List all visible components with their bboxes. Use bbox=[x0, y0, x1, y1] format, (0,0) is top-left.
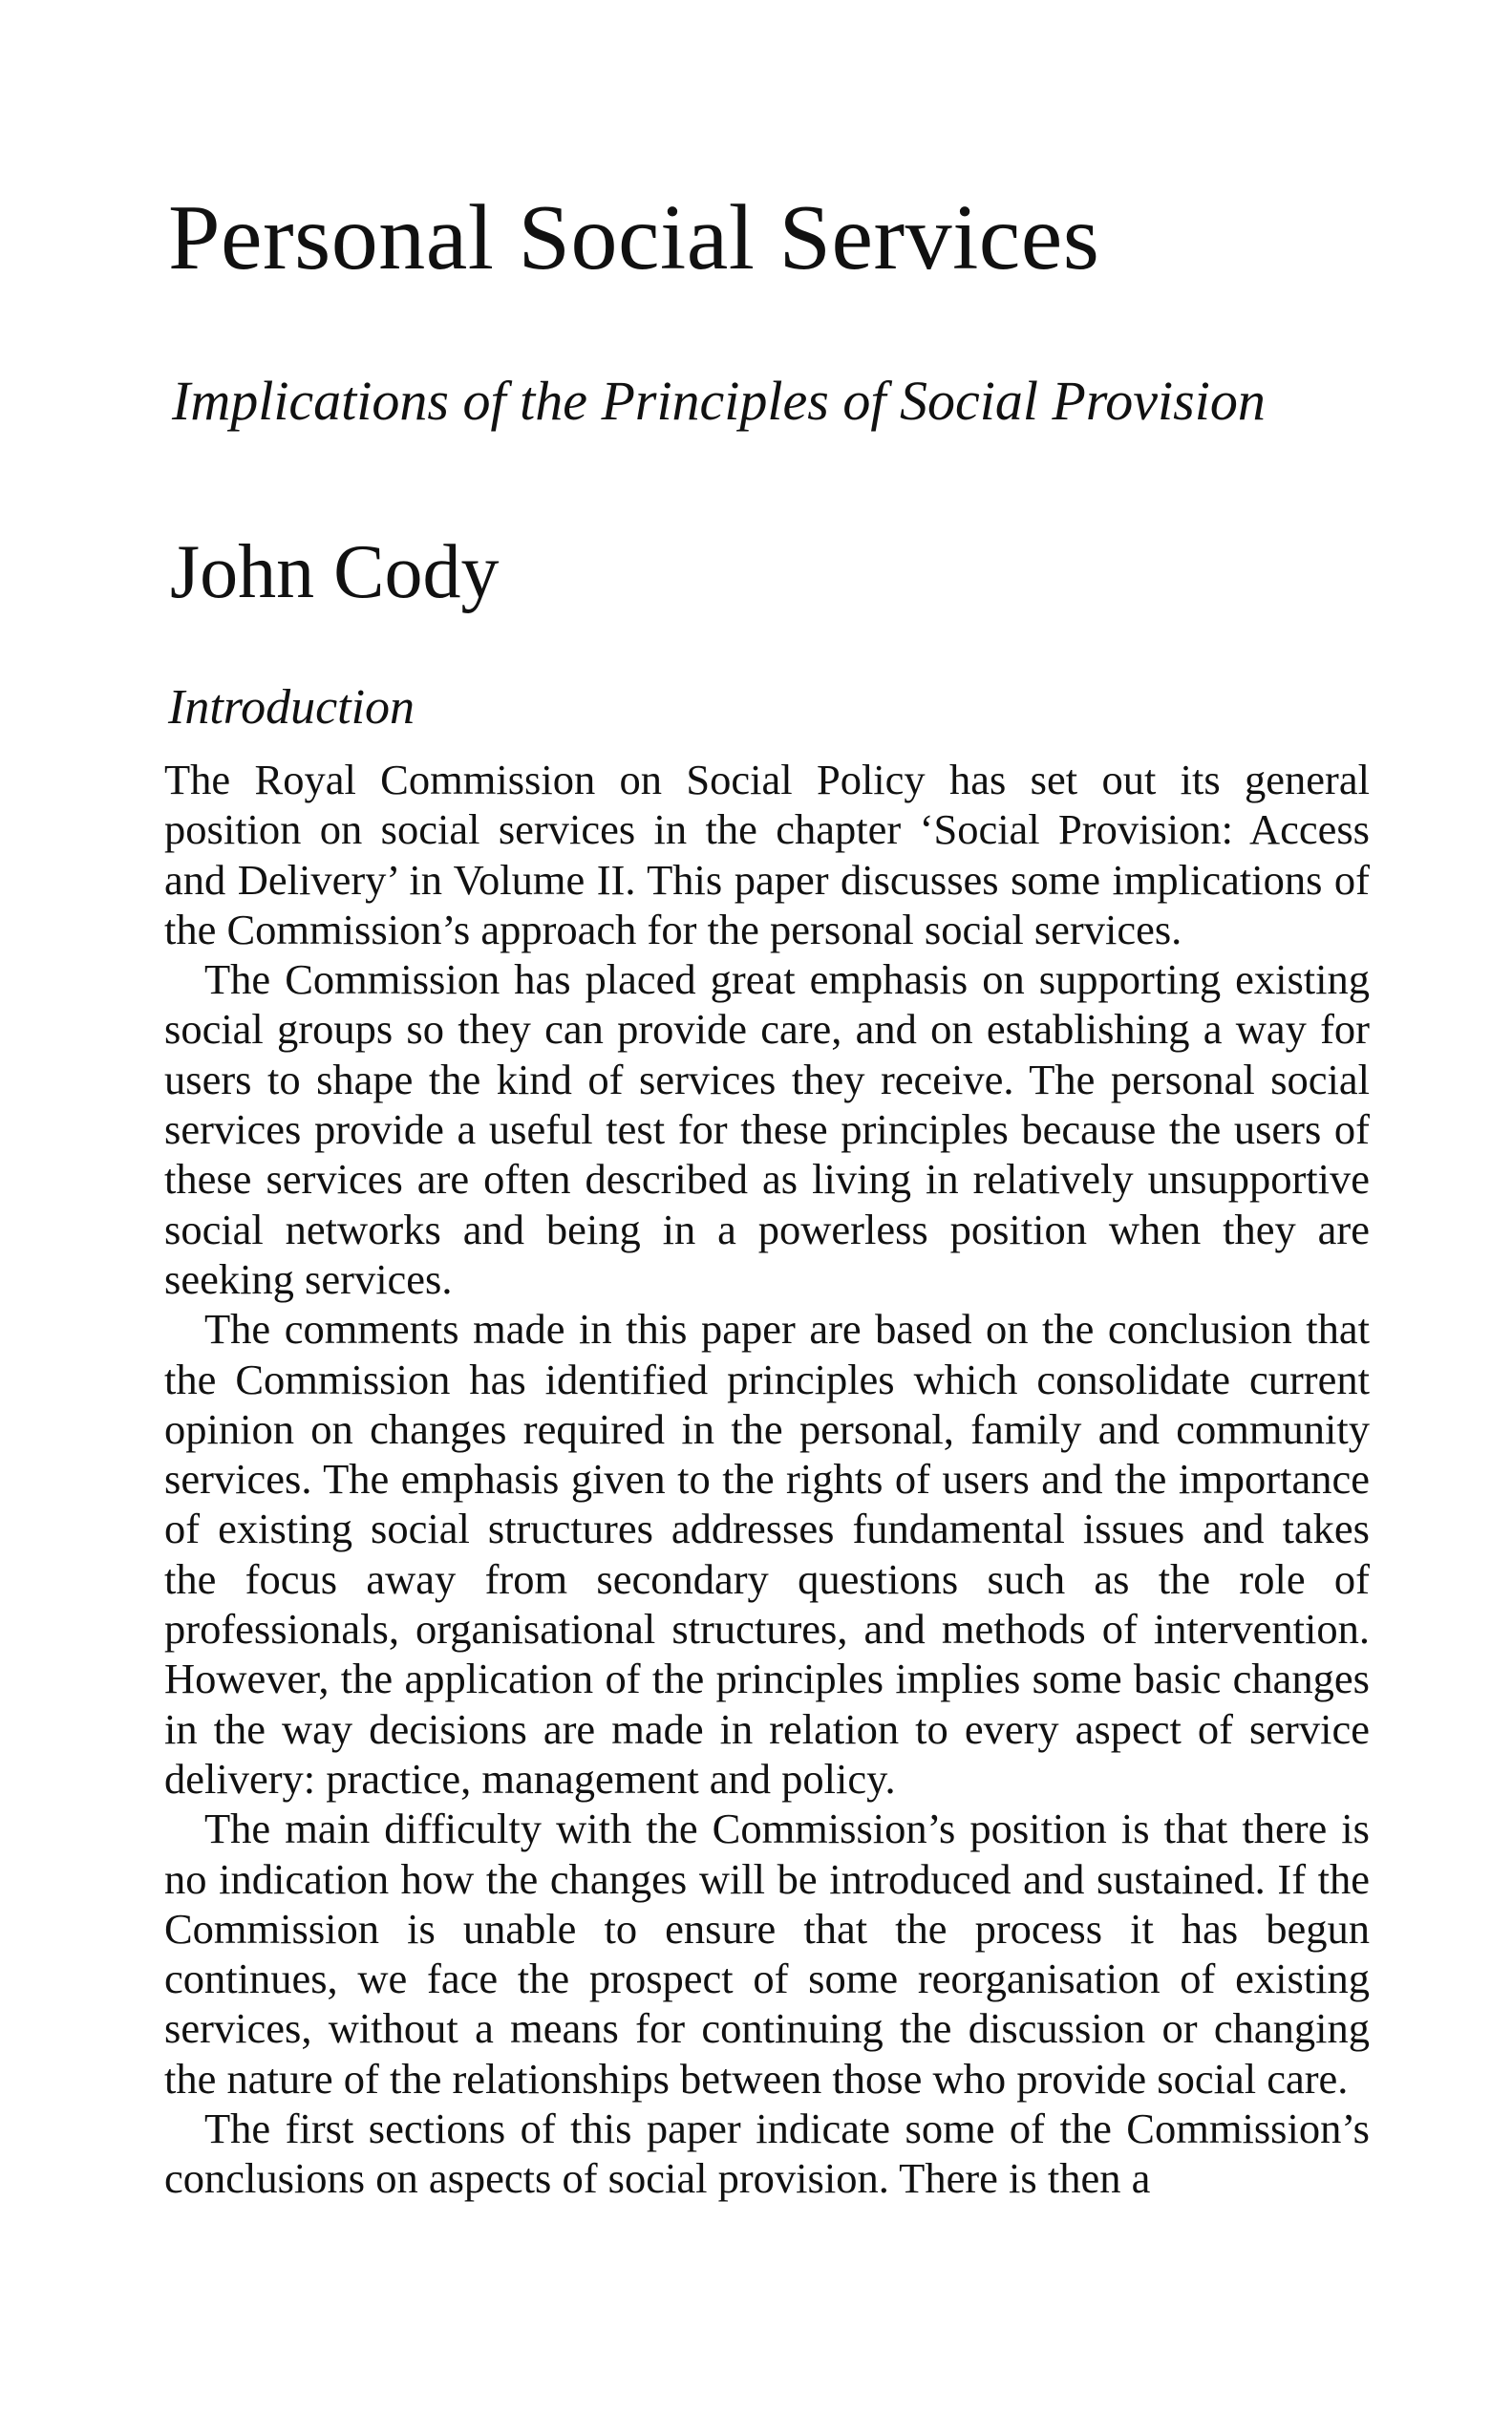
paragraph: The Royal Commission on Social Policy has set out its general position on social services in the chapter ‘Social Provision: Access and Delivery’ in Volume II. This paper discusses some implications of the Commission’s approach for the personal social services. bbox=[164, 756, 1370, 953]
section-heading: Introduction bbox=[168, 680, 415, 735]
paragraph: The Commission has placed great emphasis on supporting existing social groups so they can provide care, and on establishing a way for users to shape the kind of services they receive. The personal social services provide a useful test for these principles because the users of these services are often described as living in relatively unsupportive social networks and being in a powerless position when they are seeking services. bbox=[164, 955, 1370, 1303]
article-title: Personal Social Services bbox=[168, 186, 1100, 289]
paragraph: The first sections of this paper indicate some of the Commission’s conclusions on aspects of social provision. There is then a bbox=[164, 2105, 1370, 2203]
paragraph: The comments made in this paper are based on the conclusion that the Commission has identified principles which consolidate current opinion on changes required in the personal, family and community services. The emphasis given to the rights of users and the importance of existing social structures addresses fundamental issues and takes the focus away from secondary questions such as the role of professionals, organisational structures, and methods of intervention. However, the application of the principles implies some basic changes in the way decisions are made in relation to every aspect of service delivery: practice, management and policy. bbox=[164, 1305, 1370, 1803]
body-text bbox=[164, 755, 1370, 2204]
article-subtitle: Implications of the Principles of Social Provision bbox=[172, 370, 1266, 432]
paragraph: The main difficulty with the Commission’s position is that there is no indication how the changes will be introduced and sustained. If the Commission is unable to ensure that the process it has begun continues, we face the prospect of some reorganisation of existing services, without a means for continuing the discussion or changing the nature of the relationships between those who provide social care. bbox=[164, 1805, 1370, 2103]
article-author: John Cody bbox=[170, 530, 500, 614]
